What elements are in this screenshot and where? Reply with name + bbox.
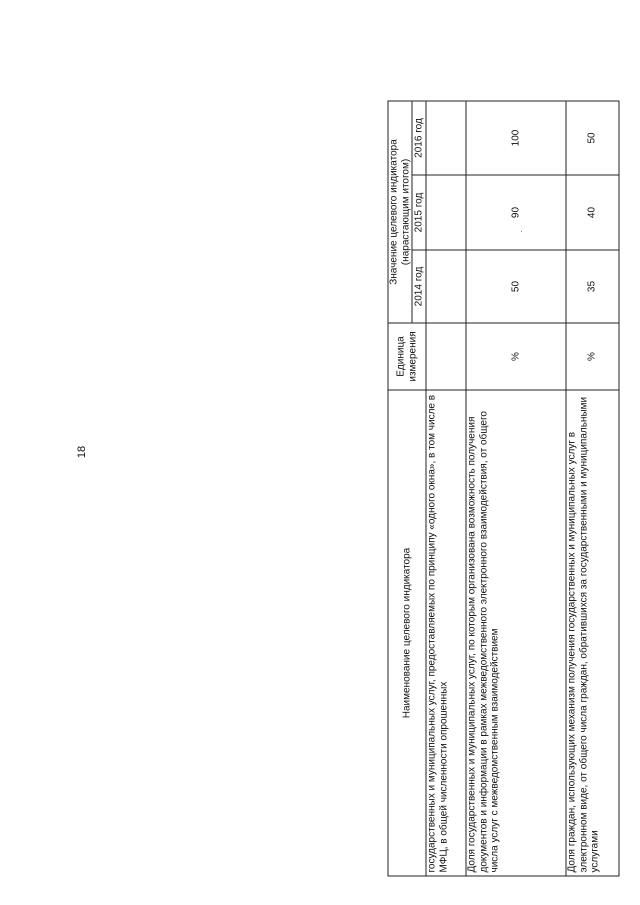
header-year-2016: 2016 год [412,101,426,175]
indicator-table-rotated [388,102,618,877]
header-unit: Единица измерения [388,323,426,390]
row-3-2016: 50 [566,101,619,175]
row-3-2014: 35 [566,250,619,323]
table-row [566,101,619,876]
row-1-2014 [426,250,466,323]
header-year-2015: 2015 год [412,175,426,250]
table-row [466,101,566,876]
header-row-top [388,101,412,876]
header-indicator-name: Наименование целевого индикатора [388,390,426,876]
row-3-name: Доля граждан, использующих механизм получения государственных и муниципальных услуг в электронном виде, от общего числа граждан, обратившихся за государственными и муниципальными услугами [566,390,619,876]
header-value-group: Значение целевого индикатора (нарастающим итогом) [388,101,412,323]
row-2-2014: 50 [466,250,566,323]
indicator-table [388,100,620,876]
row-3-2015: 40 [566,175,619,250]
page-number: 18 [76,445,88,459]
row-2-name: Доля государственных и муниципальных услуг, по которым организована возможность получения документов и информации в рамках межведомственного электронного взаимодействия, от общего числа услуг с межведомственным взаимодействием [466,390,566,876]
row-2-2015: 90 [466,175,566,250]
header-year-2014: 2014 год [412,250,426,323]
table-row [426,101,466,876]
row-1-2015 [426,175,466,250]
row-2-unit: % [466,323,566,390]
row-3-unit: % [566,323,619,390]
row-2-2016: 100 [466,101,566,175]
row-1-unit [426,323,466,390]
row-1-2016 [426,101,466,175]
row-1-name: государственных и муниципальных услуг, предоставляемых по принципу «одного окна», в том числе в МФЦ, в общей численности опрошенных [426,390,466,876]
